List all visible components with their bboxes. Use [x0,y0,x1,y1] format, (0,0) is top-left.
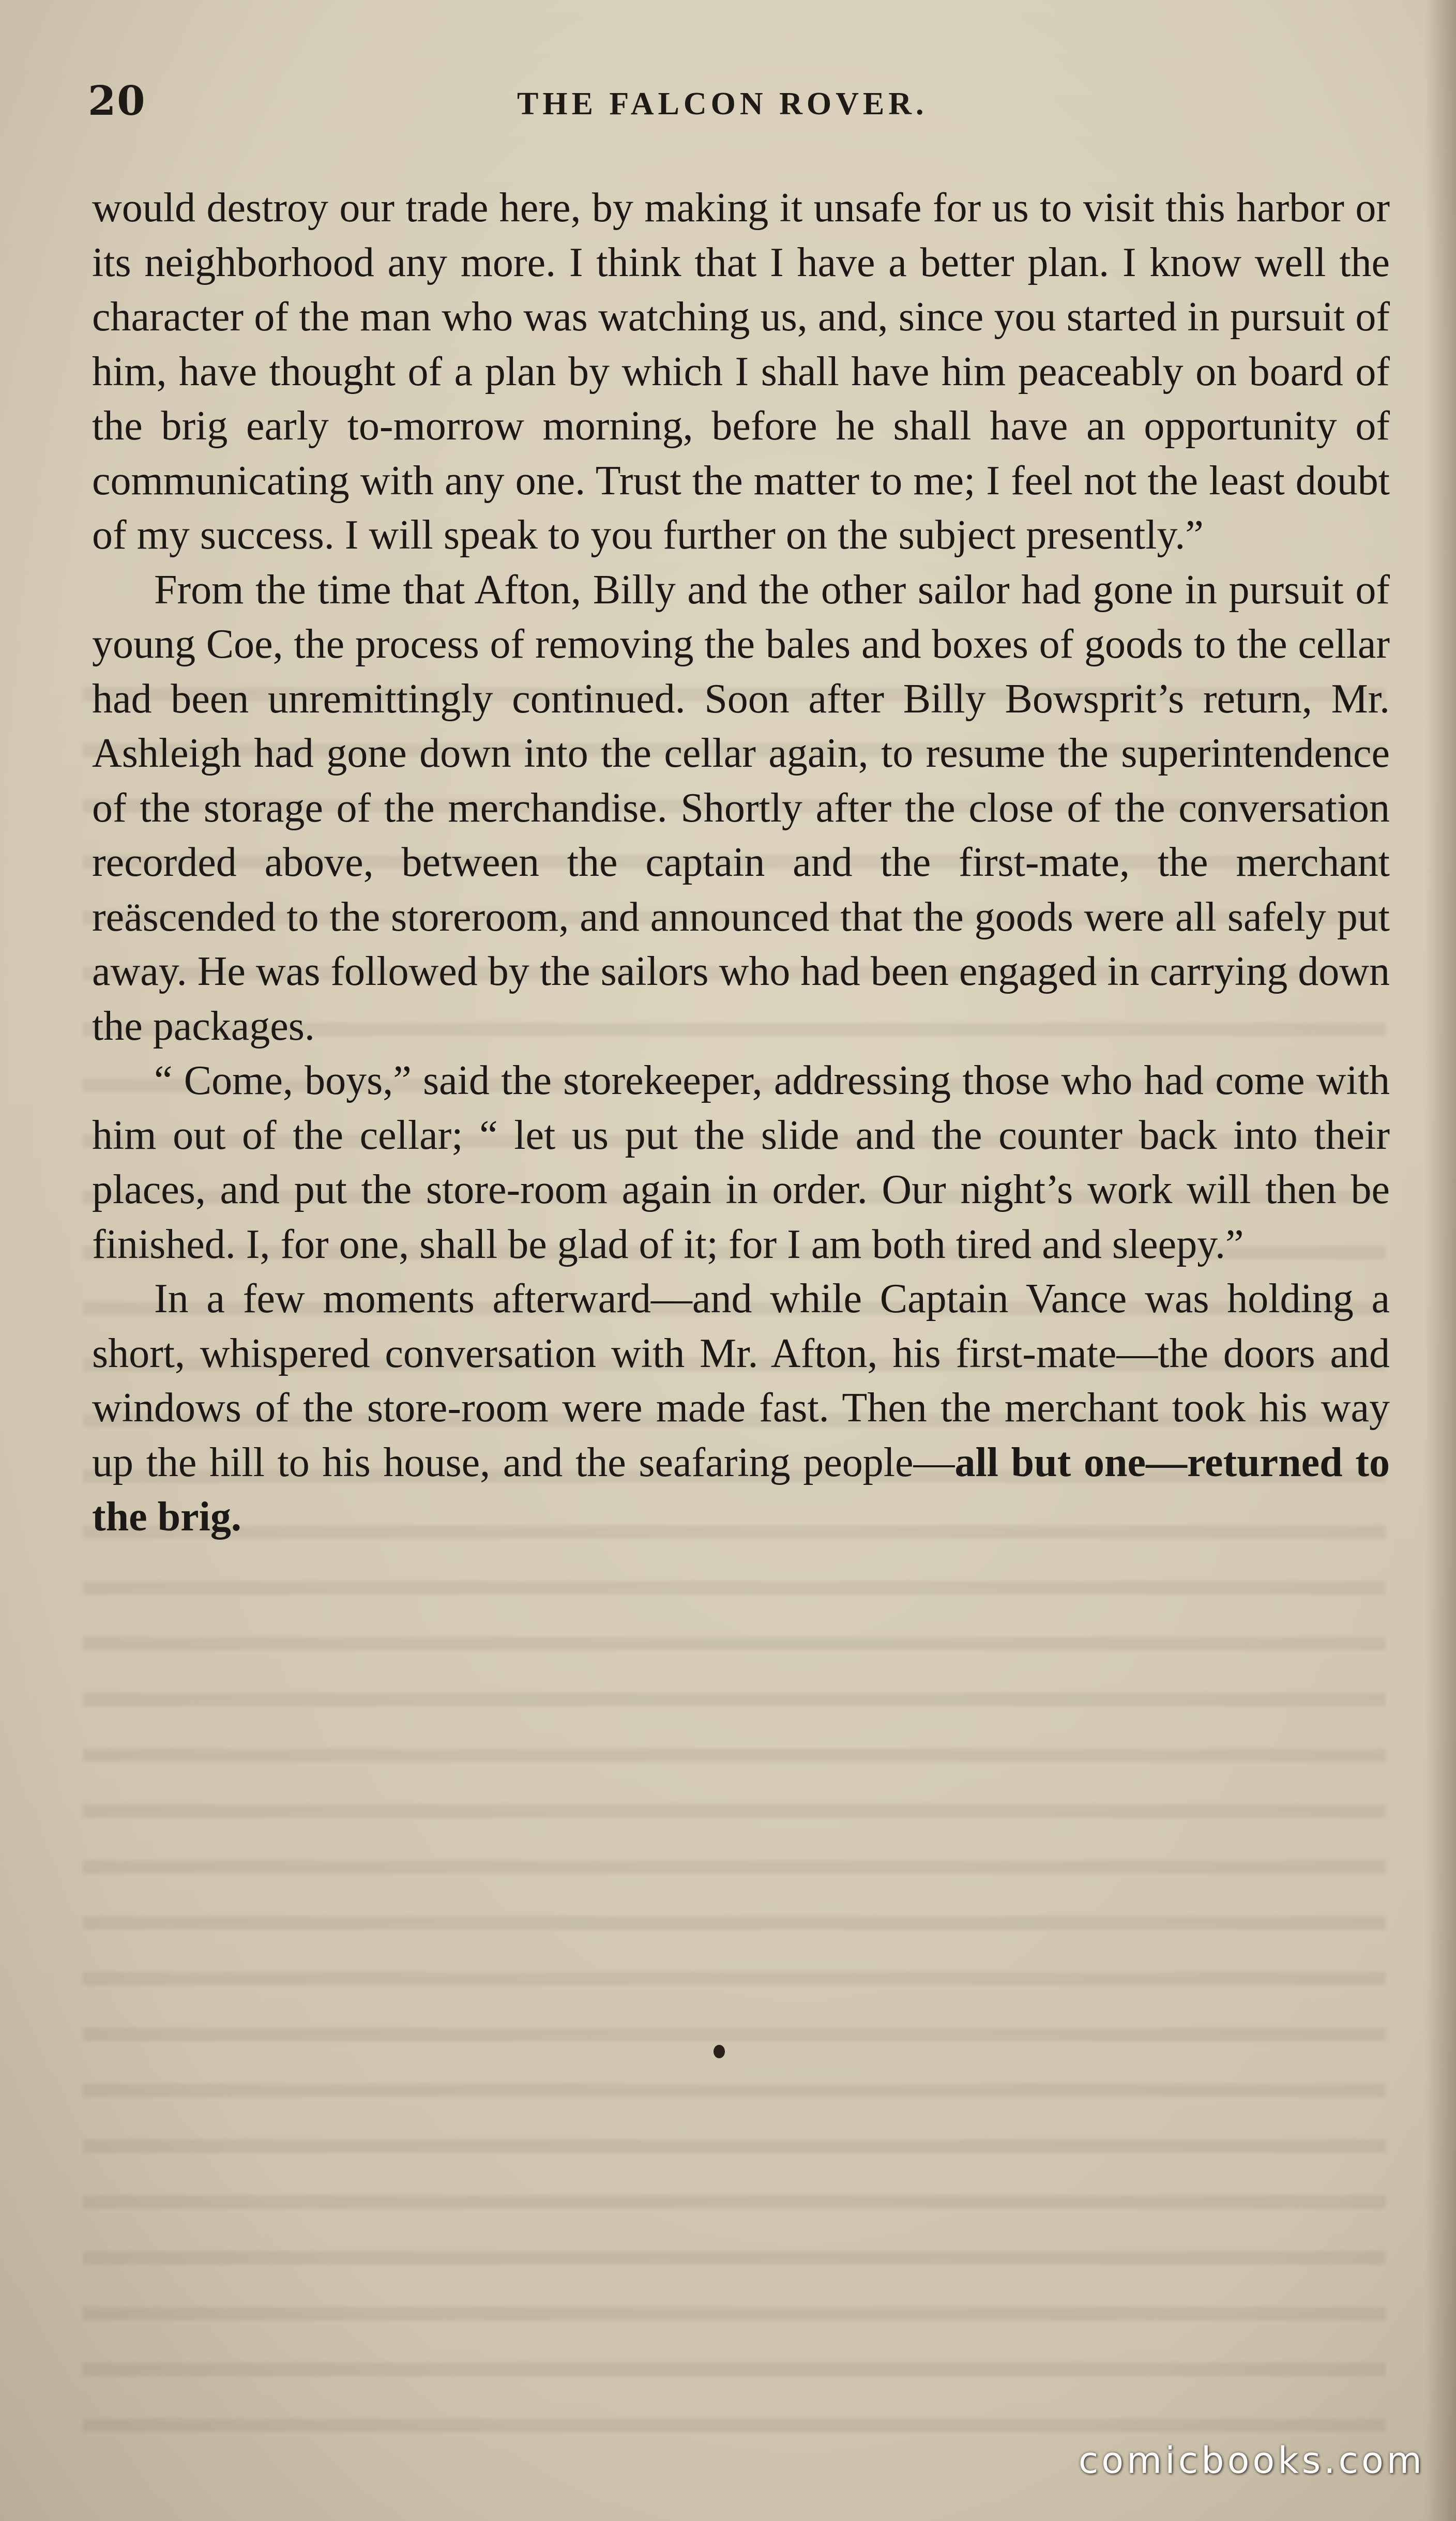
paragraph-4-text: In a few moments afterward—and while Captain Vance was holding a short, whispered conversation with Mr. Afton, his first-mate—the doors and windows of the store-room were made fast. Then the merchant took his way up the hill to his house, and the seafaring people— [92,1276,1390,1485]
page-header [88,78,1381,134]
page-number: 20 [88,78,146,125]
section-end-dot [714,2045,725,2058]
paragraph-4-bold-tail: all but one—returned to the brig. [92,1439,1390,1540]
body-text [92,181,1390,1545]
page-edge-shadow [1425,0,1456,2521]
watermark: comicbooks.com [1078,2439,1425,2482]
paragraph-4 [92,1272,1390,1545]
paragraph-3: “ Come, boys,” said the storekeeper, addressing those who had come with him out of the cellar; “ let us put the slide and the counter back into their places, and put the store-room again in order. Our night’s work will then be finished. I, for one, shall be glad of it; for I am both tired and sleepy.” [92,1058,1390,1267]
paragraph-1: would destroy our trade here, by making it unsafe for us to visit this harbor or its neighborhood any more. I think that I have a better plan. I know well the character of the man who was watching us, and, since you started in pursuit of him, have thought of a plan by which I shall have him peaceably on board of the brig early to-morrow morning, before he shall have an opportunity of communicating with any one. Trust the matter to me; I feel not the least doubt of my success. I will speak to you further on the subject presently.” [92,185,1390,558]
paragraph-2: From the time that Afton, Billy and the other sailor had gone in pursuit of young Coe, the process of removing the bales and boxes of goods to the cellar had been unremittingly continued. Soon after Billy Bowsprit’s return, Mr. Ashleigh had gone down into the cellar again, to resume the superintendence of the storage of the merchandise. Shortly after the close of the conversation recorded above, between the captain and the first-mate, the merchant reäscended to the storeroom, and announced that the goods were all safely put away. He was followed by the sailors who had been engaged in carrying down the packages. [92,567,1390,1049]
running-title: THE FALCON ROVER. [517,86,928,122]
